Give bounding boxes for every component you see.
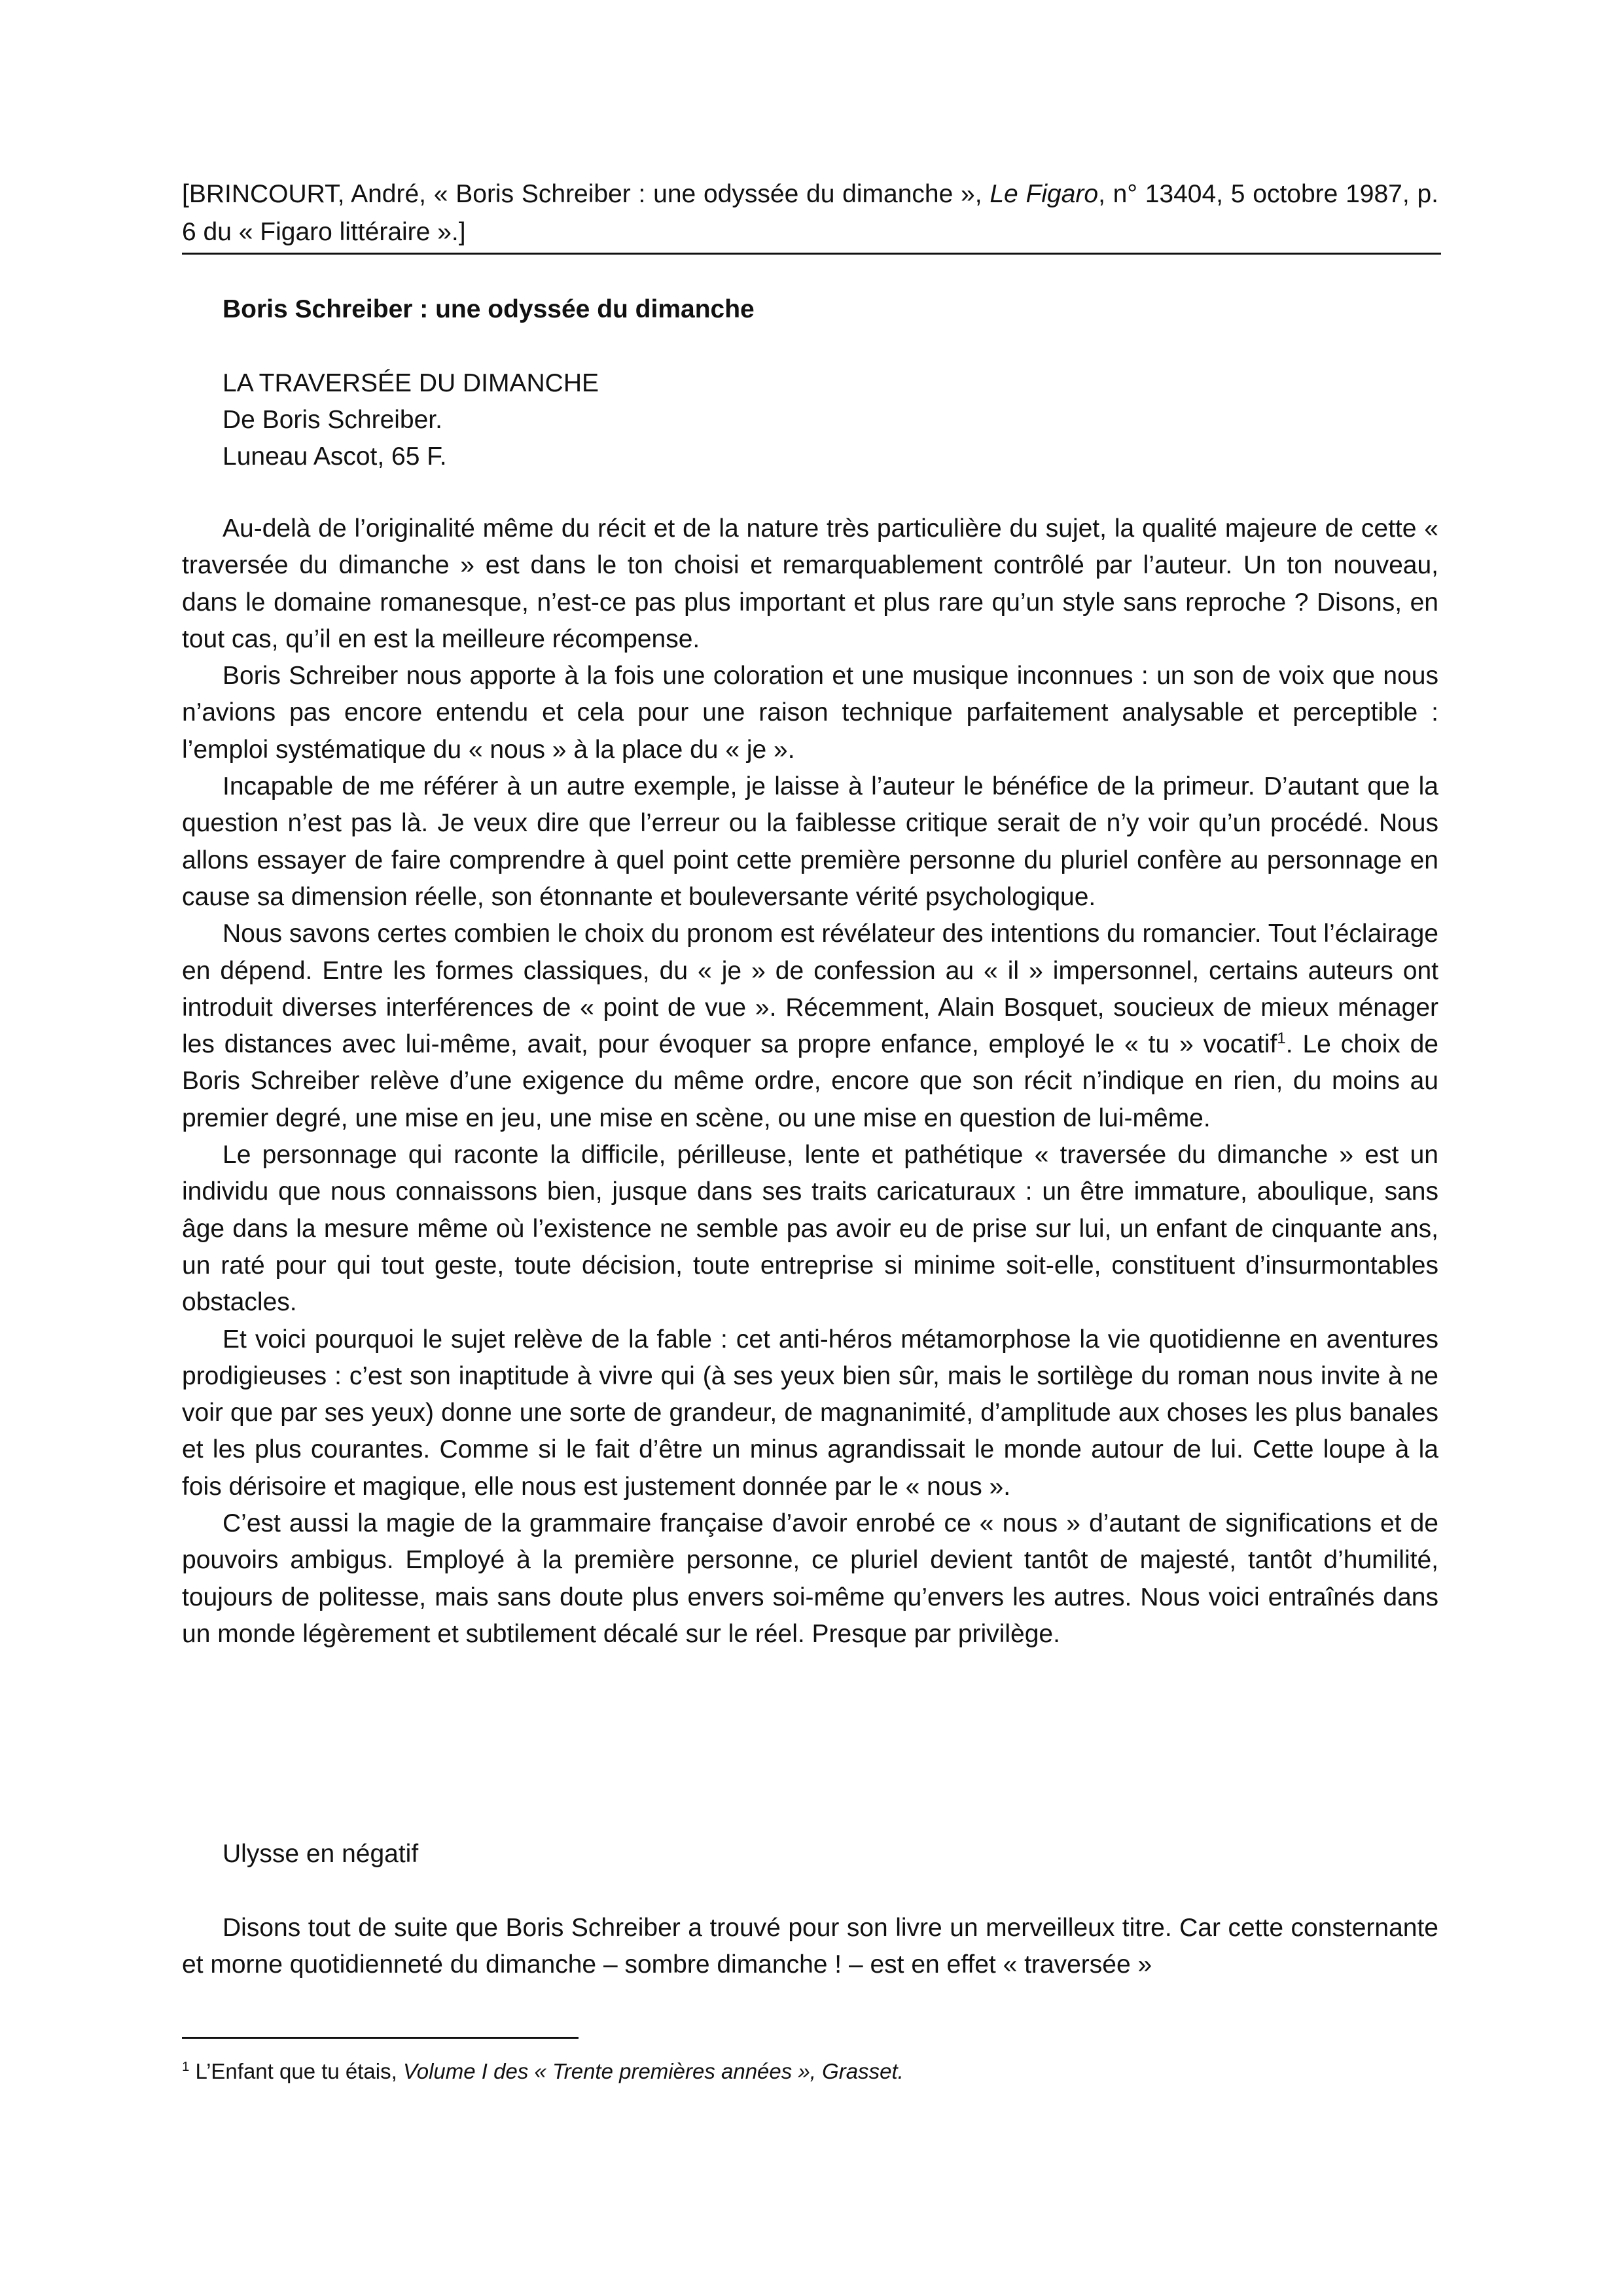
paragraph-4-text-end: . Le choix de Boris Schreiber relève d’une exigence du même ordre, encore que son récit n’indique en rien, du moins au premier degré, une mise en jeu, une mise en scène, ou une mise en question de lui-même.: [182, 1030, 1438, 1132]
article-body-continued: [182, 1910, 1438, 1983]
paragraph-3: Incapable de me référer à un autre exemple, je laisse à l’auteur le bénéfice de la primeur. D’autant que la question n’est pas là. Je veux dire que l’erreur ou la faiblesse critique serait de n’y voir qu’un procédé. Nous allons essayer de faire comprendre à quel point cette première personne du pluriel confère au personnage en cause sa dimension réelle, son étonnante et bouleversante vérité psychologique.: [182, 772, 1438, 911]
book-author: De Boris Schreiber.: [223, 406, 442, 434]
book-title: LA TRAVERSÉE DU DIMANCHE: [223, 369, 599, 397]
header-divider: [182, 253, 1441, 255]
footnote-source: Volume I des « Trente premières années », Grasset.: [402, 2059, 904, 2083]
citation-text-end: , n° 13404, 5 octobre 1987, p. 6 du « Figaro littéraire ».]: [182, 180, 1438, 246]
footnote: [182, 2055, 904, 2088]
paragraph-8: Disons tout de suite que Boris Schreiber a trouvé pour son livre un merveilleux titre. Car cette consternante et morne quotidienneté du dimanche – sombre dimanche ! – est en effet « traversée »: [182, 1914, 1438, 1979]
paragraph-1: Au-delà de l’originalité même du récit et de la nature très particulière du sujet, la qualité majeure de cette « traversée du dimanche » est dans le ton choisi et remarquablement contrôlé par l’auteur. Un ton nouveau, dans le domaine romanesque, n’est-ce pas plus important et plus rare qu’un style sans reproche ? Disons, en tout cas, qu’il en est la meilleure récompense.: [182, 514, 1438, 653]
bibliographic-citation: [182, 175, 1438, 251]
section-subheading: Ulysse en négatif: [223, 1840, 419, 1868]
book-publisher: Luneau Ascot, 65 F.: [223, 442, 447, 471]
citation-journal-name: Le Figaro: [990, 180, 1099, 208]
footnote-text: L’Enfant que tu étais,: [189, 2059, 403, 2083]
paragraph-7: C’est aussi la magie de la grammaire française d’avoir enrobé ce « nous » d’autant de significations et de pouvoirs ambigus. Employé à la première personne, ce pluriel devient tantôt de majesté, tantôt d’humilité, toujours de politesse, mais sans doute plus envers soi-même qu’envers les autres. Nous voici entraînés dans un monde légèrement et subtilement décalé sur le réel. Presque par privilège.: [182, 1509, 1438, 1648]
footnote-reference[interactable]: 1: [1277, 1030, 1286, 1048]
paragraph-2: Boris Schreiber nous apporte à la fois une coloration et une musique inconnues : un son de voix que nous n’avions pas encore entendu et cela pour une raison technique parfaitement analysable et perceptible : l’emploi systématique du « nous » à la place du « je ».: [182, 662, 1438, 764]
book-reference: [223, 365, 599, 475]
article-body: [182, 511, 1438, 1653]
paragraph-4: [182, 916, 1438, 1137]
paragraph-4-text-start: Nous savons certes combien le choix du pronom est révélateur des intentions du romancier. Tout l’éclairage en dépend. Entre les formes classiques, du « je » de confession au « il » impersonnel, certains auteurs ont introduit diverses interférences de « point de vue ». Récemment, Alain Bosquet, soucieux de mieux ménager les distances avec lui-même, avait, pour évoquer sa propre enfance, employé le « tu » vocatif: [182, 920, 1438, 1059]
paragraph-5: Le personnage qui raconte la difficile, périlleuse, lente et pathétique « traversée du dimanche » est un individu que nous connaissons bien, jusque dans ses traits caricaturaux : un être immature, aboulique, sans âge dans la mesure même où l’existence ne semble pas avoir eu de prise sur lui, un enfant de cinquante ans, un raté pour qui tout geste, toute décision, toute entreprise si minime soit-elle, constituent d’insurmontables obstacles.: [182, 1141, 1438, 1317]
citation-text-start: [BRINCOURT, André, « Boris Schreiber : une odyssée du dimanche »,: [182, 180, 990, 208]
paragraph-6: Et voici pourquoi le sujet relève de la fable : cet anti-héros métamorphose la vie quotidienne en aventures prodigieuses : c’est son inaptitude à vivre qui (à ses yeux bien sûr, mais le sortilège du roman nous invite à ne voir que par ses yeux) donne une sorte de grandeur, de magnanimité, d’amplitude aux choses les plus banales et les plus courantes. Comme si le fait d’être un minus agrandissait le monde autour de lui. Cette loupe à la fois dérisoire et magique, elle nous est justement donnée par le « nous ».: [182, 1325, 1438, 1501]
article-title: Boris Schreiber : une odyssée du dimanche: [223, 295, 755, 323]
footnote-number: 1: [182, 2059, 190, 2074]
footnote-divider: [182, 2037, 579, 2039]
